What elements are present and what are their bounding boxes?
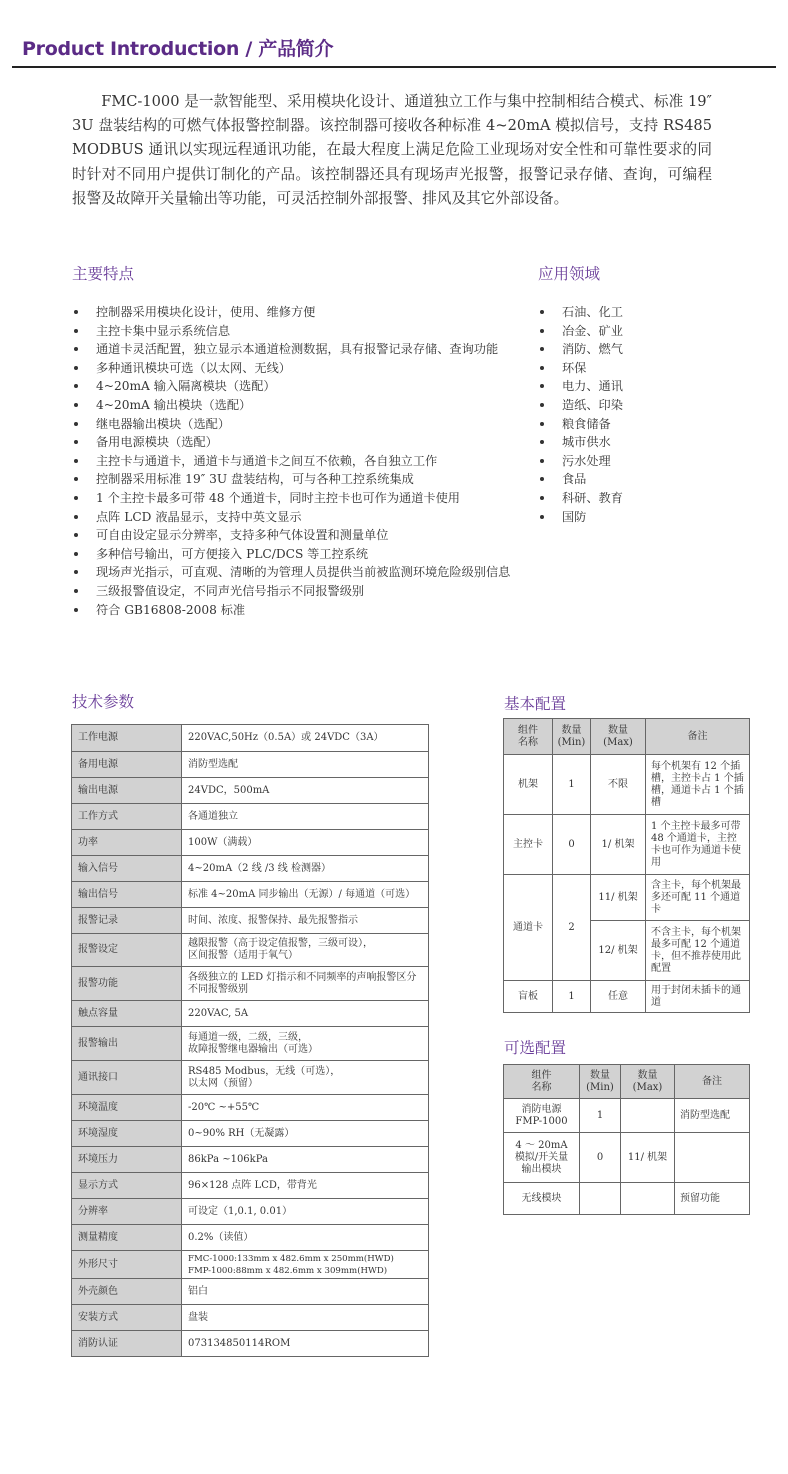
- spec-value: 标准 4~20mA 同步输出（无源）/ 每通道（可选）: [182, 882, 429, 908]
- cell-max: 11/ 机架: [621, 1133, 675, 1183]
- table-row: [504, 1183, 750, 1215]
- spec-value: 可设定（1,0.1, 0.01）: [182, 1199, 429, 1225]
- cell-min: 2: [553, 875, 591, 981]
- cell-note: 预留功能: [675, 1183, 750, 1215]
- cell-note: [675, 1133, 750, 1183]
- spec-key: 报警输出: [72, 1027, 182, 1061]
- spec-key: 输出电源: [72, 778, 182, 804]
- list-item: 环保: [538, 359, 738, 378]
- list-item: 点阵 LCD 液晶显示，支持中英文显示: [72, 508, 517, 527]
- table-row: [72, 967, 429, 1001]
- spec-key: 环境压力: [72, 1147, 182, 1173]
- list-item: 造纸、印染: [538, 396, 738, 415]
- list-item: 电力、通讯: [538, 377, 738, 396]
- col-header-note: 备注: [675, 1065, 750, 1099]
- list-item: 国防: [538, 508, 738, 527]
- applications-list: [538, 303, 738, 526]
- spec-key: 测量精度: [72, 1225, 182, 1251]
- list-item: 1 个主控卡最多可带 48 个通道卡，同时主控卡也可作为通道卡使用: [72, 489, 517, 508]
- cell-min: 0: [553, 815, 591, 875]
- list-item: 粮食储备: [538, 415, 738, 434]
- spec-key: 环境温度: [72, 1095, 182, 1121]
- table-row: [72, 1305, 429, 1331]
- spec-value: 每通道一级，二级，三级， 故障报警继电器输出（可选）: [182, 1027, 429, 1061]
- specs-heading: 技术参数: [72, 693, 135, 711]
- spec-key: 显示方式: [72, 1173, 182, 1199]
- spec-key: 外壳颜色: [72, 1279, 182, 1305]
- spec-key: 触点容量: [72, 1001, 182, 1027]
- spec-key: 分辨率: [72, 1199, 182, 1225]
- table-row: [504, 981, 750, 1013]
- features-list: [72, 303, 517, 619]
- list-item: 可自由设定显示分辨率，支持多种气体设置和测量单位: [72, 526, 517, 545]
- spec-key: 环境湿度: [72, 1121, 182, 1147]
- list-item: 4~20mA 输出模块（选配）: [72, 396, 517, 415]
- col-header-min: 数量 (Min): [580, 1065, 621, 1099]
- table-row: [72, 1225, 429, 1251]
- cell-note: 1 个主控卡最多可带 48 个通道卡，主控卡也可作为通道卡使用: [646, 815, 750, 875]
- spec-key: 报警记录: [72, 908, 182, 934]
- list-item: 冶金、矿业: [538, 322, 738, 341]
- page-title: Product Introduction / 产品简介: [22, 38, 334, 60]
- spec-key: 报警功能: [72, 967, 182, 1001]
- spec-value: 24VDC，500mA: [182, 778, 429, 804]
- spec-key: 输出信号: [72, 882, 182, 908]
- basic-config-heading: 基本配置: [504, 695, 567, 713]
- cell-note: 每个机架有 12 个插槽，主控卡占 1 个插槽，通道卡占 1 个插槽: [646, 755, 750, 815]
- spec-value: RS485 Modbus，无线（可选）， 以太网（预留）: [182, 1061, 429, 1095]
- cell-name: 盲板: [504, 981, 553, 1013]
- spec-value: 时间、浓度、报警保持、最先报警指示: [182, 908, 429, 934]
- cell-name: 机架: [504, 755, 553, 815]
- applications-heading: 应用领域: [538, 265, 601, 283]
- table-row: [72, 882, 429, 908]
- optional-config-heading: 可选配置: [504, 1039, 567, 1057]
- list-item: 控制器采用模块化设计，使用、维修方便: [72, 303, 517, 322]
- spec-value: 各通道独立: [182, 804, 429, 830]
- table-row: [72, 1173, 429, 1199]
- spec-key: 功率: [72, 830, 182, 856]
- col-header-name: 组件 名称: [504, 719, 553, 755]
- spec-key: 工作电源: [72, 725, 182, 752]
- cell-max: 任意: [591, 981, 646, 1013]
- table-row: [72, 725, 429, 752]
- list-item: 多种通讯模块可选（以太网、无线）: [72, 359, 517, 378]
- table-row: [72, 934, 429, 967]
- col-header-name: 组件 名称: [504, 1065, 580, 1099]
- cell-max: 1/ 机架: [591, 815, 646, 875]
- spec-key: 输入信号: [72, 856, 182, 882]
- col-header-max: 数量 (Max): [621, 1065, 675, 1099]
- table-row: [504, 875, 750, 921]
- cell-note: 消防型选配: [675, 1099, 750, 1133]
- col-header-min: 数量 (Min): [553, 719, 591, 755]
- list-item: 城市供水: [538, 433, 738, 452]
- table-row: [72, 1147, 429, 1173]
- cell-name: 4 ～ 20mA 模拟/开关量 输出模块: [504, 1133, 580, 1183]
- cell-min: 0: [580, 1133, 621, 1183]
- table-row: [504, 815, 750, 875]
- table-row: [72, 1001, 429, 1027]
- table-row: [72, 830, 429, 856]
- list-item: 三级报警值设定，不同声光信号指示不同报警级别: [72, 582, 517, 601]
- table-row: [72, 1251, 429, 1279]
- list-item: 主控卡集中显示系统信息: [72, 322, 517, 341]
- features-heading: 主要特点: [72, 265, 135, 283]
- table-row: [504, 1099, 750, 1133]
- spec-value: 越限报警（高于设定值报警，三级可设）， 区间报警（适用于氧气）: [182, 934, 429, 967]
- header-divider: [12, 66, 776, 68]
- cell-max: [621, 1099, 675, 1133]
- table-row: [72, 752, 429, 778]
- spec-value: 100W（满载）: [182, 830, 429, 856]
- basic-config-table: [503, 718, 750, 1013]
- spec-key: 消防认证: [72, 1331, 182, 1357]
- list-item: 科研、教育: [538, 489, 738, 508]
- spec-value: 4~20mA（2 线 /3 线 检测器）: [182, 856, 429, 882]
- spec-key: 安装方式: [72, 1305, 182, 1331]
- list-item: 多种信号输出，可方便接入 PLC/DCS 等工控系统: [72, 545, 517, 564]
- spec-key: 备用电源: [72, 752, 182, 778]
- spec-value: 0.2%（读值）: [182, 1225, 429, 1251]
- cell-name: 主控卡: [504, 815, 553, 875]
- cell-name: 通道卡: [504, 875, 553, 981]
- cell-name: 消防电源 FMP-1000: [504, 1099, 580, 1133]
- cell-note: 不含主卡，每个机架最多可配 12 个通道卡，但不推荐使用此配置: [646, 921, 750, 981]
- table-row: [72, 908, 429, 934]
- list-item: 符合 GB16808-2008 标准: [72, 601, 517, 620]
- cell-min: [580, 1183, 621, 1215]
- cell-max: 不限: [591, 755, 646, 815]
- spec-value: 0~90% RH（无凝露）: [182, 1121, 429, 1147]
- spec-value: 96×128 点阵 LCD，带背光: [182, 1173, 429, 1199]
- specs-table: [71, 724, 429, 1357]
- list-item: 控制器采用标准 19″ 3U 盘装结构，可与各种工控系统集成: [72, 470, 517, 489]
- spec-value: FMC-1000:133mm x 482.6mm x 250mm(HWD) FMP-1000:88mm x 482.6mm x 309mm(HWD): [182, 1251, 429, 1279]
- cell-min: 1: [580, 1099, 621, 1133]
- table-row: [504, 1133, 750, 1183]
- table-row: [72, 1095, 429, 1121]
- spec-key: 工作方式: [72, 804, 182, 830]
- list-item: 食品: [538, 470, 738, 489]
- table-row: [72, 1121, 429, 1147]
- list-item: 备用电源模块（选配）: [72, 433, 517, 452]
- spec-value: 盘装: [182, 1305, 429, 1331]
- list-item: 继电器输出模块（选配）: [72, 415, 517, 434]
- table-row: [72, 856, 429, 882]
- spec-key: 报警设定: [72, 934, 182, 967]
- cell-note: 用于封闭未插卡的通道: [646, 981, 750, 1013]
- list-item: 现场声光指示，可直观、清晰的为管理人员提供当前被监测环境危险级别信息: [72, 563, 517, 582]
- spec-value: 220VAC, 5A: [182, 1001, 429, 1027]
- spec-value: 220VAC,50Hz（0.5A）或 24VDC（3A）: [182, 725, 429, 752]
- spec-value: 86kPa ~106kPa: [182, 1147, 429, 1173]
- table-row: [72, 778, 429, 804]
- spec-value: 铝白: [182, 1279, 429, 1305]
- cell-min: 1: [553, 981, 591, 1013]
- list-item: 消防、燃气: [538, 340, 738, 359]
- table-row: [72, 1061, 429, 1095]
- table-row: [72, 1027, 429, 1061]
- table-row: [504, 755, 750, 815]
- cell-max: 11/ 机架: [591, 875, 646, 921]
- spec-value: 消防型选配: [182, 752, 429, 778]
- cell-max: 12/ 机架: [591, 921, 646, 981]
- optional-config-table: [503, 1064, 750, 1215]
- table-row: [72, 1279, 429, 1305]
- table-row: [72, 1331, 429, 1357]
- spec-key: 通讯接口: [72, 1061, 182, 1095]
- col-header-note: 备注: [646, 719, 750, 755]
- spec-value: -20℃ ~+55℃: [182, 1095, 429, 1121]
- spec-value: 各级独立的 LED 灯指示和不同频率的声响报警区分不同报警级别: [182, 967, 429, 1001]
- list-item: 通道卡灵活配置，独立显示本通道检测数据，具有报警记录存储、查询功能: [72, 340, 517, 359]
- col-header-max: 数量 (Max): [591, 719, 646, 755]
- cell-note: 含主卡，每个机架最多还可配 11 个通道卡: [646, 875, 750, 921]
- spec-key: 外形尺寸: [72, 1251, 182, 1279]
- spec-value: 073134850114ROM: [182, 1331, 429, 1357]
- list-item: 4~20mA 输入隔离模块（选配）: [72, 377, 517, 396]
- intro-paragraph: FMC-1000 是一款智能型、采用模块化设计、通道独立工作与集中控制相结合模式、标准 19″ 3U 盘装结构的可燃气体报警控制器。该控制器可接收各种标准 4~20mA 模拟信号，支持 RS485 MODBUS 通讯以实现远程通讯功能，在最大程度上满足危险工业现场对安全性和可靠性要求的同时针对不同用户提供订制化的产品。该控制器还具有现场声光报警，报警记录存储、查询，可编程报警及故障开关量输出等功能，可灵活控制外部报警、排风及其它外部设备。: [72, 93, 712, 207]
- cell-min: 1: [553, 755, 591, 815]
- list-item: 污水处理: [538, 452, 738, 471]
- cell-name: 无线模块: [504, 1183, 580, 1215]
- table-row: [72, 804, 429, 830]
- list-item: 石油、化工: [538, 303, 738, 322]
- list-item: 主控卡与通道卡，通道卡与通道卡之间互不依赖，各自独立工作: [72, 452, 517, 471]
- table-row: [72, 1199, 429, 1225]
- cell-max: [621, 1183, 675, 1215]
